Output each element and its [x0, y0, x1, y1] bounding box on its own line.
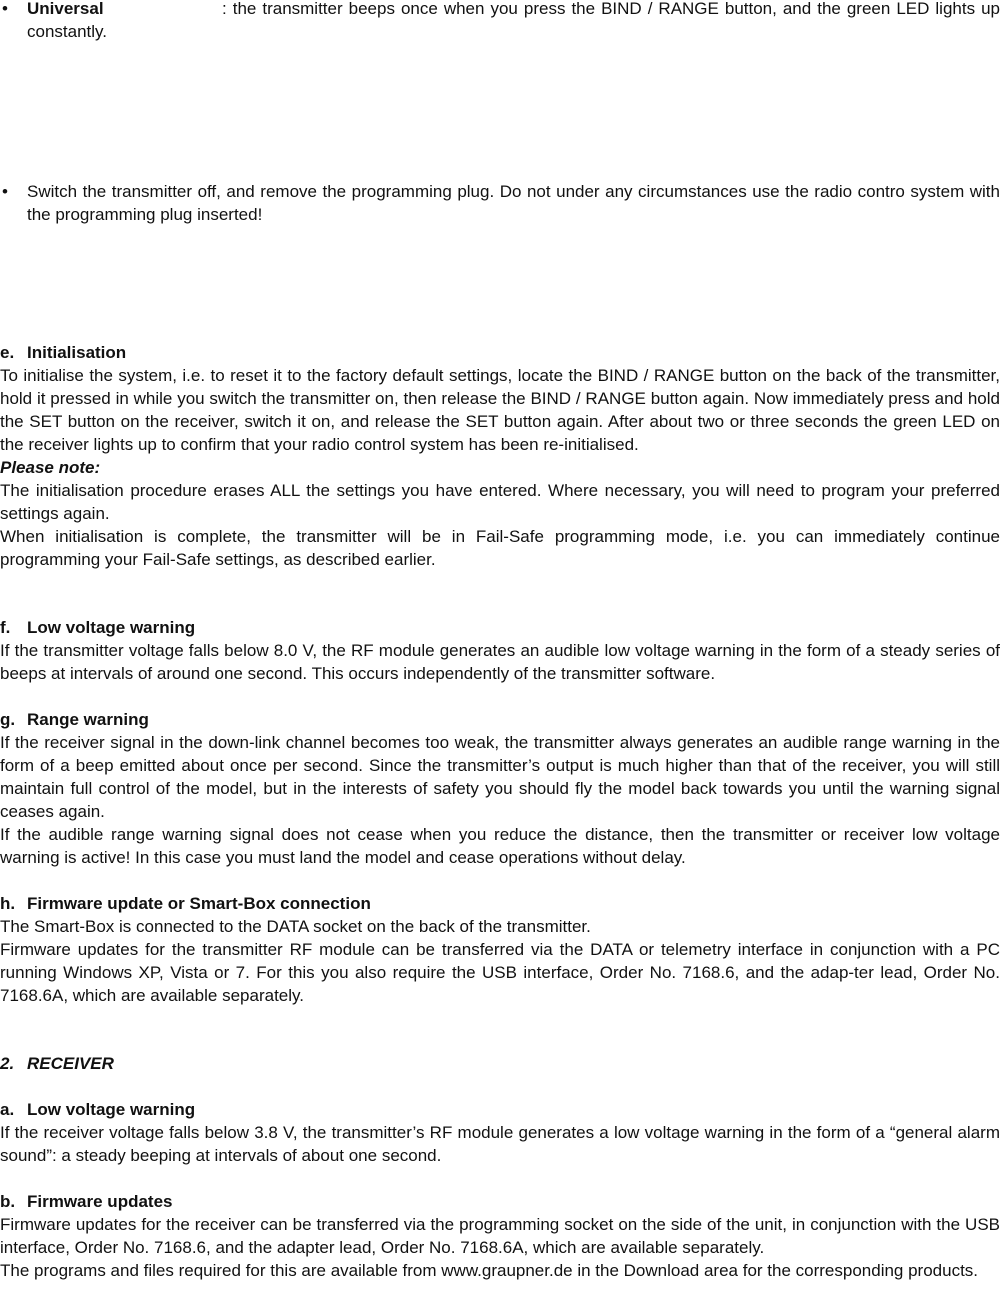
section-heading — [0, 892, 1000, 915]
section-title: Initialisation — [27, 343, 127, 362]
section-title: Low voltage warning — [27, 618, 196, 637]
section-number: h. — [0, 894, 16, 913]
bullet-description: : the transmitter beeps once when you press the BIND / RANGE button, and the green LED lights up constantly. — [27, 0, 1000, 41]
bullet-description: Switch the transmitter off, and remove the programming plug. Do not under any circumstances use the radio contro system with the programming plug inserted! — [27, 182, 1000, 224]
note-label: Please note: — [0, 458, 101, 477]
section-title: RECEIVER — [27, 1054, 114, 1073]
section-low-voltage-warning — [0, 616, 1000, 685]
bullet-glyph: • — [2, 0, 8, 18]
section-heading — [0, 616, 1000, 639]
paragraph: The Smart-Box is connected to the DATA socket on the back of the transmitter. — [0, 917, 591, 936]
bullet-switch-off — [0, 180, 1000, 226]
paragraph: If the receiver signal in the down-link channel becomes too weak, the transmitter always generates an audible range warning in the form of a beep emitted about once per second. Since the transmitter’s output is much higher than that of the receiver, you will still maintain full control of the model, but in the interests of safety you should fly the model back towards you until the warning signal ceases again. — [0, 733, 1000, 821]
paragraph: If the receiver voltage falls below 3.8 V, the transmitter’s RF module generates a low voltage warning in the form of a “general alarm sound”: a steady beeping at intervals of about one second. — [0, 1123, 1000, 1165]
section-number: f. — [0, 618, 11, 637]
section-receiver — [0, 1052, 1000, 1075]
section-receiver-firmware — [0, 1190, 1000, 1282]
paragraph: Firmware updates for the transmitter RF module can be transferred via the DATA or telemetry interface in conjunction with a PC running Windows XP, Vista or 7. For this you also require the USB interface, Order No. 7168.6, and the adap-ter lead, Order No. 7168.6A, which are available separately. — [0, 940, 1000, 1005]
bullet-glyph: • — [2, 182, 8, 201]
section-number: a. — [0, 1100, 15, 1119]
bullet-universal-text — [27, 0, 1000, 43]
section-initialisation — [0, 341, 1000, 571]
section-number: 2. — [0, 1054, 15, 1073]
section-heading — [0, 1190, 1000, 1213]
paragraph: To initialise the system, i.e. to reset it to the factory default settings, locate the BIND / RANGE button on the back of the transmitter, hold it pressed in while you switch the transmitter on, then release the BIND / RANGE button again. Now immediately press and hold the SET button on the receiver, switch it on, and release the SET button again. After about two or three seconds the green LED on the receiver lights up to confirm that your radio control system has been re-initialised. — [0, 366, 1000, 454]
section-title: Firmware update or Smart-Box connection — [27, 894, 371, 913]
paragraph: If the transmitter voltage falls below 8.0 V, the RF module generates an audible low voltage warning in the form of a steady series of beeps at intervals of around one second. This occurs independently of the transmitter software. — [0, 641, 1000, 683]
section-title: Firmware updates — [27, 1192, 173, 1211]
section-range-warning — [0, 708, 1000, 869]
paragraph: If the audible range warning signal does not cease when you reduce the distance, then the transmitter or receiver low voltage warning is active! In this case you must land the model and cease operations without delay. — [0, 825, 1000, 867]
paragraph: The programs and files required for this are available from www.graupner.de in the Download area for the corresponding products. — [0, 1261, 979, 1280]
paragraph: The initialisation procedure erases ALL the settings you have entered. Where necessary, you will need to program your preferred settings again. — [0, 481, 1000, 523]
section-number: e. — [0, 343, 15, 362]
section-firmware-smartbox — [0, 892, 1000, 1007]
paragraph: Firmware updates for the receiver can be transferred via the programming socket on the side of the unit, in conjunction with the USB interface, Order No. 7168.6, and the adapter lead, Order No. 7168.6A, which are available separately. — [0, 1215, 1000, 1257]
paragraph: When initialisation is complete, the transmitter will be in Fail-Safe programming mode, i.e. you can immediately continue programming your Fail-Safe settings, as described earlier. — [0, 527, 1000, 569]
section-heading — [0, 1098, 1000, 1121]
section-heading — [0, 341, 1000, 364]
section-title: Range warning — [27, 710, 149, 729]
section-receiver-low-voltage — [0, 1098, 1000, 1167]
section-number: g. — [0, 710, 16, 729]
section-number: b. — [0, 1192, 16, 1211]
section-title: Low voltage warning — [27, 1100, 196, 1119]
section-heading — [0, 1052, 1000, 1075]
bullet-term: Universal — [27, 0, 104, 18]
section-heading — [0, 708, 1000, 731]
bullet-universal — [0, 0, 1000, 43]
